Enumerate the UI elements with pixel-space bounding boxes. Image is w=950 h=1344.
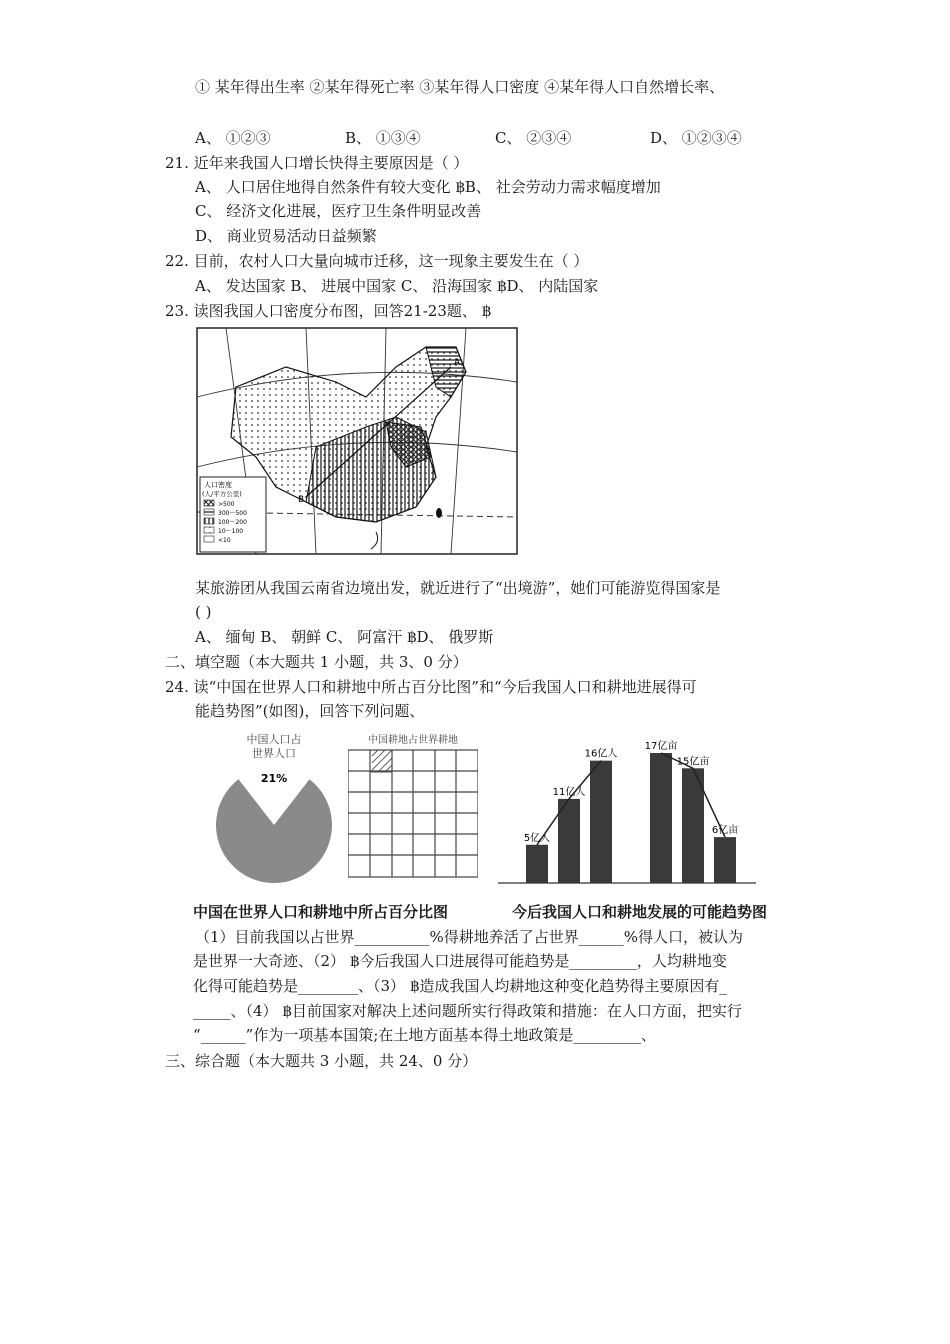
population-bar-label-1: 5亿人	[523, 832, 551, 844]
legend-title-2: (人/平方公里)	[202, 490, 242, 498]
q24-para-3: 化得可能趋势是________、（3） ฿造成我国人均耕地这种变化趋势得主要原因有_	[193, 977, 727, 995]
farmland-bar-1	[650, 753, 672, 883]
q20-option-d: D、 ①②③④	[650, 129, 742, 147]
map-label-a: A	[454, 358, 461, 368]
grid-svg	[348, 730, 478, 880]
section-2-heading: 二、填空题（本大题共 1 小题，共 3、0 分）	[165, 653, 468, 671]
legend-item-5: <10	[218, 537, 231, 544]
pie-title-2: 世界人口	[252, 747, 296, 760]
q24-para-2: 是世界一大奇迹、（2） ฿今后我国人口进展得可能趋势是_________，人均耕地变	[193, 952, 727, 970]
q24-stem-1: 24. 读“中国在世界人口和耕地中所占百分比图”和“今后我国人口和耕地进展得可	[165, 678, 697, 696]
caption-left: 中国在世界人口和耕地中所占百分比图	[193, 903, 449, 921]
population-bar-1	[526, 845, 548, 883]
legend-title-1: 人口密度	[204, 481, 232, 489]
population-bar-3	[590, 761, 612, 883]
legend-item-3: 100～200	[218, 519, 247, 526]
farmland-bar-3	[714, 837, 736, 883]
pie-title-1: 中国人口占	[246, 733, 302, 746]
q23-text-1: 某旅游团从我国云南省边境出发，就近进行了“出境游”，她们可能游览得国家是	[195, 579, 721, 597]
q24-para-5: “______”作为一项基本国策;在土地方面基本得土地政策是_________、	[193, 1026, 656, 1044]
q20-conditions: ① 某年得出生率 ②某年得死亡率 ③某年得人口密度 ④某年得人口自然增长率、	[195, 78, 725, 96]
q24-para-1: （1）目前我国以占世界__________%得耕地养活了占世界______%得人口，被认为	[195, 928, 744, 946]
trend-bar-chart	[498, 730, 758, 890]
trend-svg	[498, 730, 758, 890]
map-svg	[196, 327, 518, 555]
q22-options: A、 发达国家 B、 进展中国家 C、 沿海国家 ฿D、 内陆国家	[195, 277, 599, 295]
legend-item-2: 300～500	[218, 510, 247, 517]
population-bar-label-3: 16亿人	[584, 748, 618, 760]
q23-stem: 23. 读图我国人口密度分布图，回答21-23题、 ฿	[165, 302, 492, 320]
farmland-bar-label-3: 6亿亩	[711, 825, 739, 837]
pie-svg	[214, 730, 334, 885]
legend-item-4: 10～100	[218, 528, 244, 535]
q20-option-c: C、 ②③④	[495, 129, 572, 147]
pie-chart	[214, 730, 334, 885]
population-bar-label-2: 11亿人	[552, 786, 586, 798]
q21-stem: 21. 近年来我国人口增长快得主要原因是（ ）	[165, 154, 469, 172]
q22-stem: 22. 目前，农村人口大量向城市迁移，这一现象主要发生在（ ）	[165, 252, 589, 270]
map-label-b: B	[298, 495, 305, 505]
pie-slice-rest-of-world	[216, 779, 332, 883]
q20-option-b: B、 ①③④	[345, 129, 421, 147]
population-density-map	[196, 327, 518, 555]
pie-value-label: 21%	[260, 772, 288, 785]
q24-para-4: _____、（4） ฿目前国家对解决上述问题所实行得政策和措施：在人口方面，把实行	[193, 1002, 742, 1020]
q21-option-c: C、 经济文化进展，医疗卫生条件明显改善	[195, 202, 482, 220]
q23-options: A、 缅甸 B、 朝鲜 C、 阿富汗 ฿D、 俄罗斯	[195, 628, 494, 646]
q23-text-2: ( )	[195, 603, 212, 621]
q21-option-ab: A、 人口居住地得自然条件有较大变化 ฿B、 社会劳动力需求幅度增加	[195, 178, 661, 196]
farmland-grid-chart	[348, 730, 478, 880]
farmland-bar-label-2: 15亿亩	[676, 756, 710, 768]
grid-title: 中国耕地占世界耕地	[368, 735, 458, 746]
section-3-heading: 三、综合题（本大题共 3 小题，共 24、0 分）	[165, 1052, 478, 1070]
caption-right: 今后我国人口和耕地发展的可能趋势图	[512, 903, 768, 921]
q21-option-d: D、 商业贸易活动日益频繁	[195, 227, 377, 245]
farmland-bar-label-1: 17亿亩	[644, 741, 678, 752]
q20-option-a: A、 ①②③	[195, 129, 271, 147]
q24-stem-2: 能趋势图”(如图)，回答下列问题、	[195, 702, 425, 720]
population-bar-2	[558, 799, 580, 883]
legend-item-1: >500	[218, 501, 235, 508]
